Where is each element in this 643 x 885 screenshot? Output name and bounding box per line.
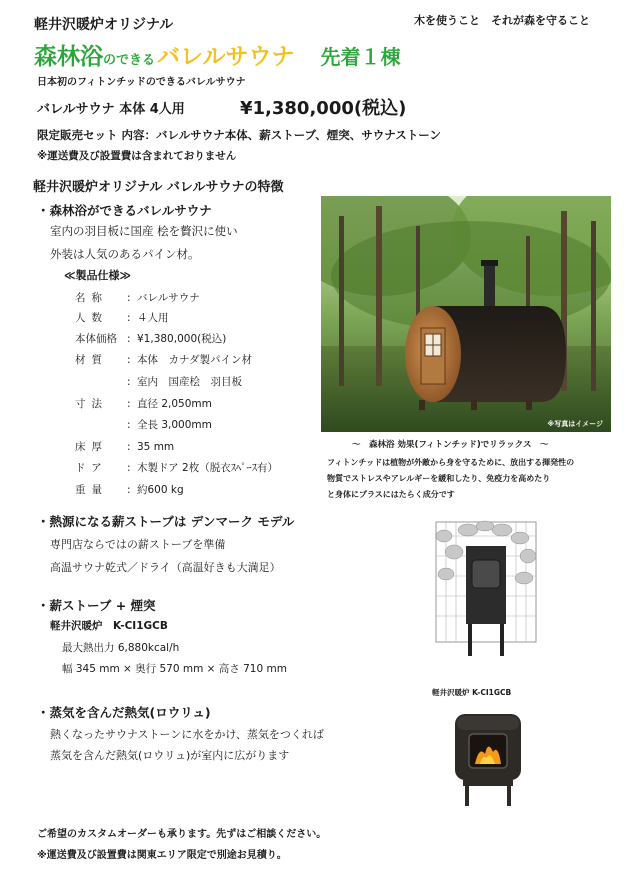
spec-label: 材質 [75,354,108,366]
feature-4-title: ・蒸気を含んだ熱気(ロウリュ) [37,705,211,720]
spec-row-material: 材質 : 本体 カナダ製パイン材 [75,354,252,366]
tagline: 木を使うこと それが森を守ること [414,14,590,27]
feature-2-title: ・熱源になる薪ストーブは デンマーク モデル [37,514,295,529]
price-note: ※運送費及び設置費は含まれておりません [37,150,237,162]
title-forest-bath: 森林浴 [34,44,103,70]
wood-stove-image [443,706,533,808]
subtitle: 日本初のフィトンチッドのできるバレルサウナ [37,77,246,88]
feature-1-line1: 室内の羽目板に国産 桧を贅沢に使い [50,224,238,238]
footer-custom-order: ご希望のカスタムオーダーも承ります。先ずはご相談ください。 [37,829,327,840]
spec-value: バレルサウナ [137,292,200,304]
spec-label: 寸法 [75,398,108,410]
spec-value: ¥1,380,000(税込) [137,333,227,345]
stove-size: 幅 345 mm × 奥行 570 mm × 高さ 710 mm [62,663,287,675]
title-particle: のできる [103,53,156,68]
spec-row-size-2: : 全長 3,000mm [127,419,212,431]
spec-value: 約600 kg [137,484,184,496]
title-barrel-sauna: バレルサウナ [157,44,295,70]
spec-row-door: ドア : 木製ドア 2枚（脱衣ｽﾍﾟｰｽ有） [75,462,278,474]
spec-label: 本体価格 [75,333,117,345]
spec-label: 重量 [75,484,108,496]
spec-label: ドア [75,462,108,474]
price-amount: ¥1,380,000(税込) [240,98,407,119]
spec-row-material-2: : 室内 国産桧 羽目板 [127,376,242,388]
photo-caption-line2: 物質でストレスやアレルギーを緩和したり、免疫力を高めたり [327,474,551,483]
feature-1-line2: 外装は人気のあるパイン材。 [50,247,200,261]
spec-value: 本体 カナダ製パイン材 [137,354,252,366]
photo-caption-title: ～ 森林浴 効果(フィトンチッド)でリラックス ～ [352,440,549,450]
spec-value: 室内 国産桧 羽目板 [137,376,242,388]
spec-value: 35 mm [137,441,175,453]
stove-photo-label: 軽井沢暖炉 K-CI1GCB [432,688,512,697]
spec-label: 人数 [75,312,108,324]
spec-value: 全長 3,000mm [137,419,212,431]
sauna-forest-image [321,196,611,432]
feature-4-line2: 蒸気を含んだ熱気(ロウリュ)が室内に広がります [50,749,290,762]
spec-row-capacity: 人数 : ４人用 [75,312,169,324]
spec-value: 直径 2,050mm [137,398,212,410]
photo-caption-line1: フィトンチッドは植物が外敵から身を守るために、放出する揮発性の [327,458,575,467]
spec-value: ４人用 [137,312,169,324]
spec-row-floor: 床厚 : 35 mm [75,441,175,453]
stove-stone-photo [428,516,544,666]
sauna-photo [321,196,611,432]
spec-row-price: 本体価格 : ¥1,380,000(税込) [75,333,227,345]
spec-value: 木製ドア 2枚（脱衣ｽﾍﾟｰｽ有） [137,462,278,474]
spec-row-name: 名称 : バレルサウナ [75,292,200,304]
spec-heading: ≪製品仕様≫ [64,269,132,282]
spec-label: 名称 [75,292,108,304]
footer-shipping-note: ※運送費及び設置費は関東エリア限定で別途お見積り。 [37,850,287,861]
set-contents: 限定販売セット 内容：バレルサウナ本体、薪ストーブ、煙突、サウナストーン [37,128,442,142]
title-limited: 先着１棟 [320,45,401,69]
stove-photo [443,706,533,808]
stove-model: 軽井沢暖炉 K-CI1GCB [50,620,168,632]
spec-row-size: 寸法 : 直径 2,050mm [75,398,212,410]
spec-row-weight: 重量 : 約600 kg [75,484,184,496]
feature-2-line1: 専門店ならではの薪ストーブを準備 [50,538,226,551]
product-name: バレルサウナ 本体 4人用 [37,102,185,117]
stove-cage-image [428,516,544,666]
feature-4-line1: 熱くなったサウナストーンに水をかけ、蒸気をつくれば [50,728,324,741]
page-title [34,38,400,71]
feature-3-title: ・薪ストーブ + 煙突 [37,598,156,613]
feature-1-title: ・森林浴ができるバレルサウナ [37,203,212,218]
feature-2-line2: 高温サウナ乾式／ドライ（高温好きも大満足） [50,561,281,574]
photo-caption-line3: と身体にプラスにはたらく成分です [327,490,455,499]
brand-label: 軽井沢暖炉オリジナル [34,17,174,33]
stove-output: 最大熱出力 6,880kcal/h [62,642,180,654]
spec-label: 床厚 [75,441,108,453]
image-note: ※写真はイメージ [547,420,603,428]
features-heading: 軽井沢暖炉オリジナル バレルサウナの特徴 [33,180,284,195]
